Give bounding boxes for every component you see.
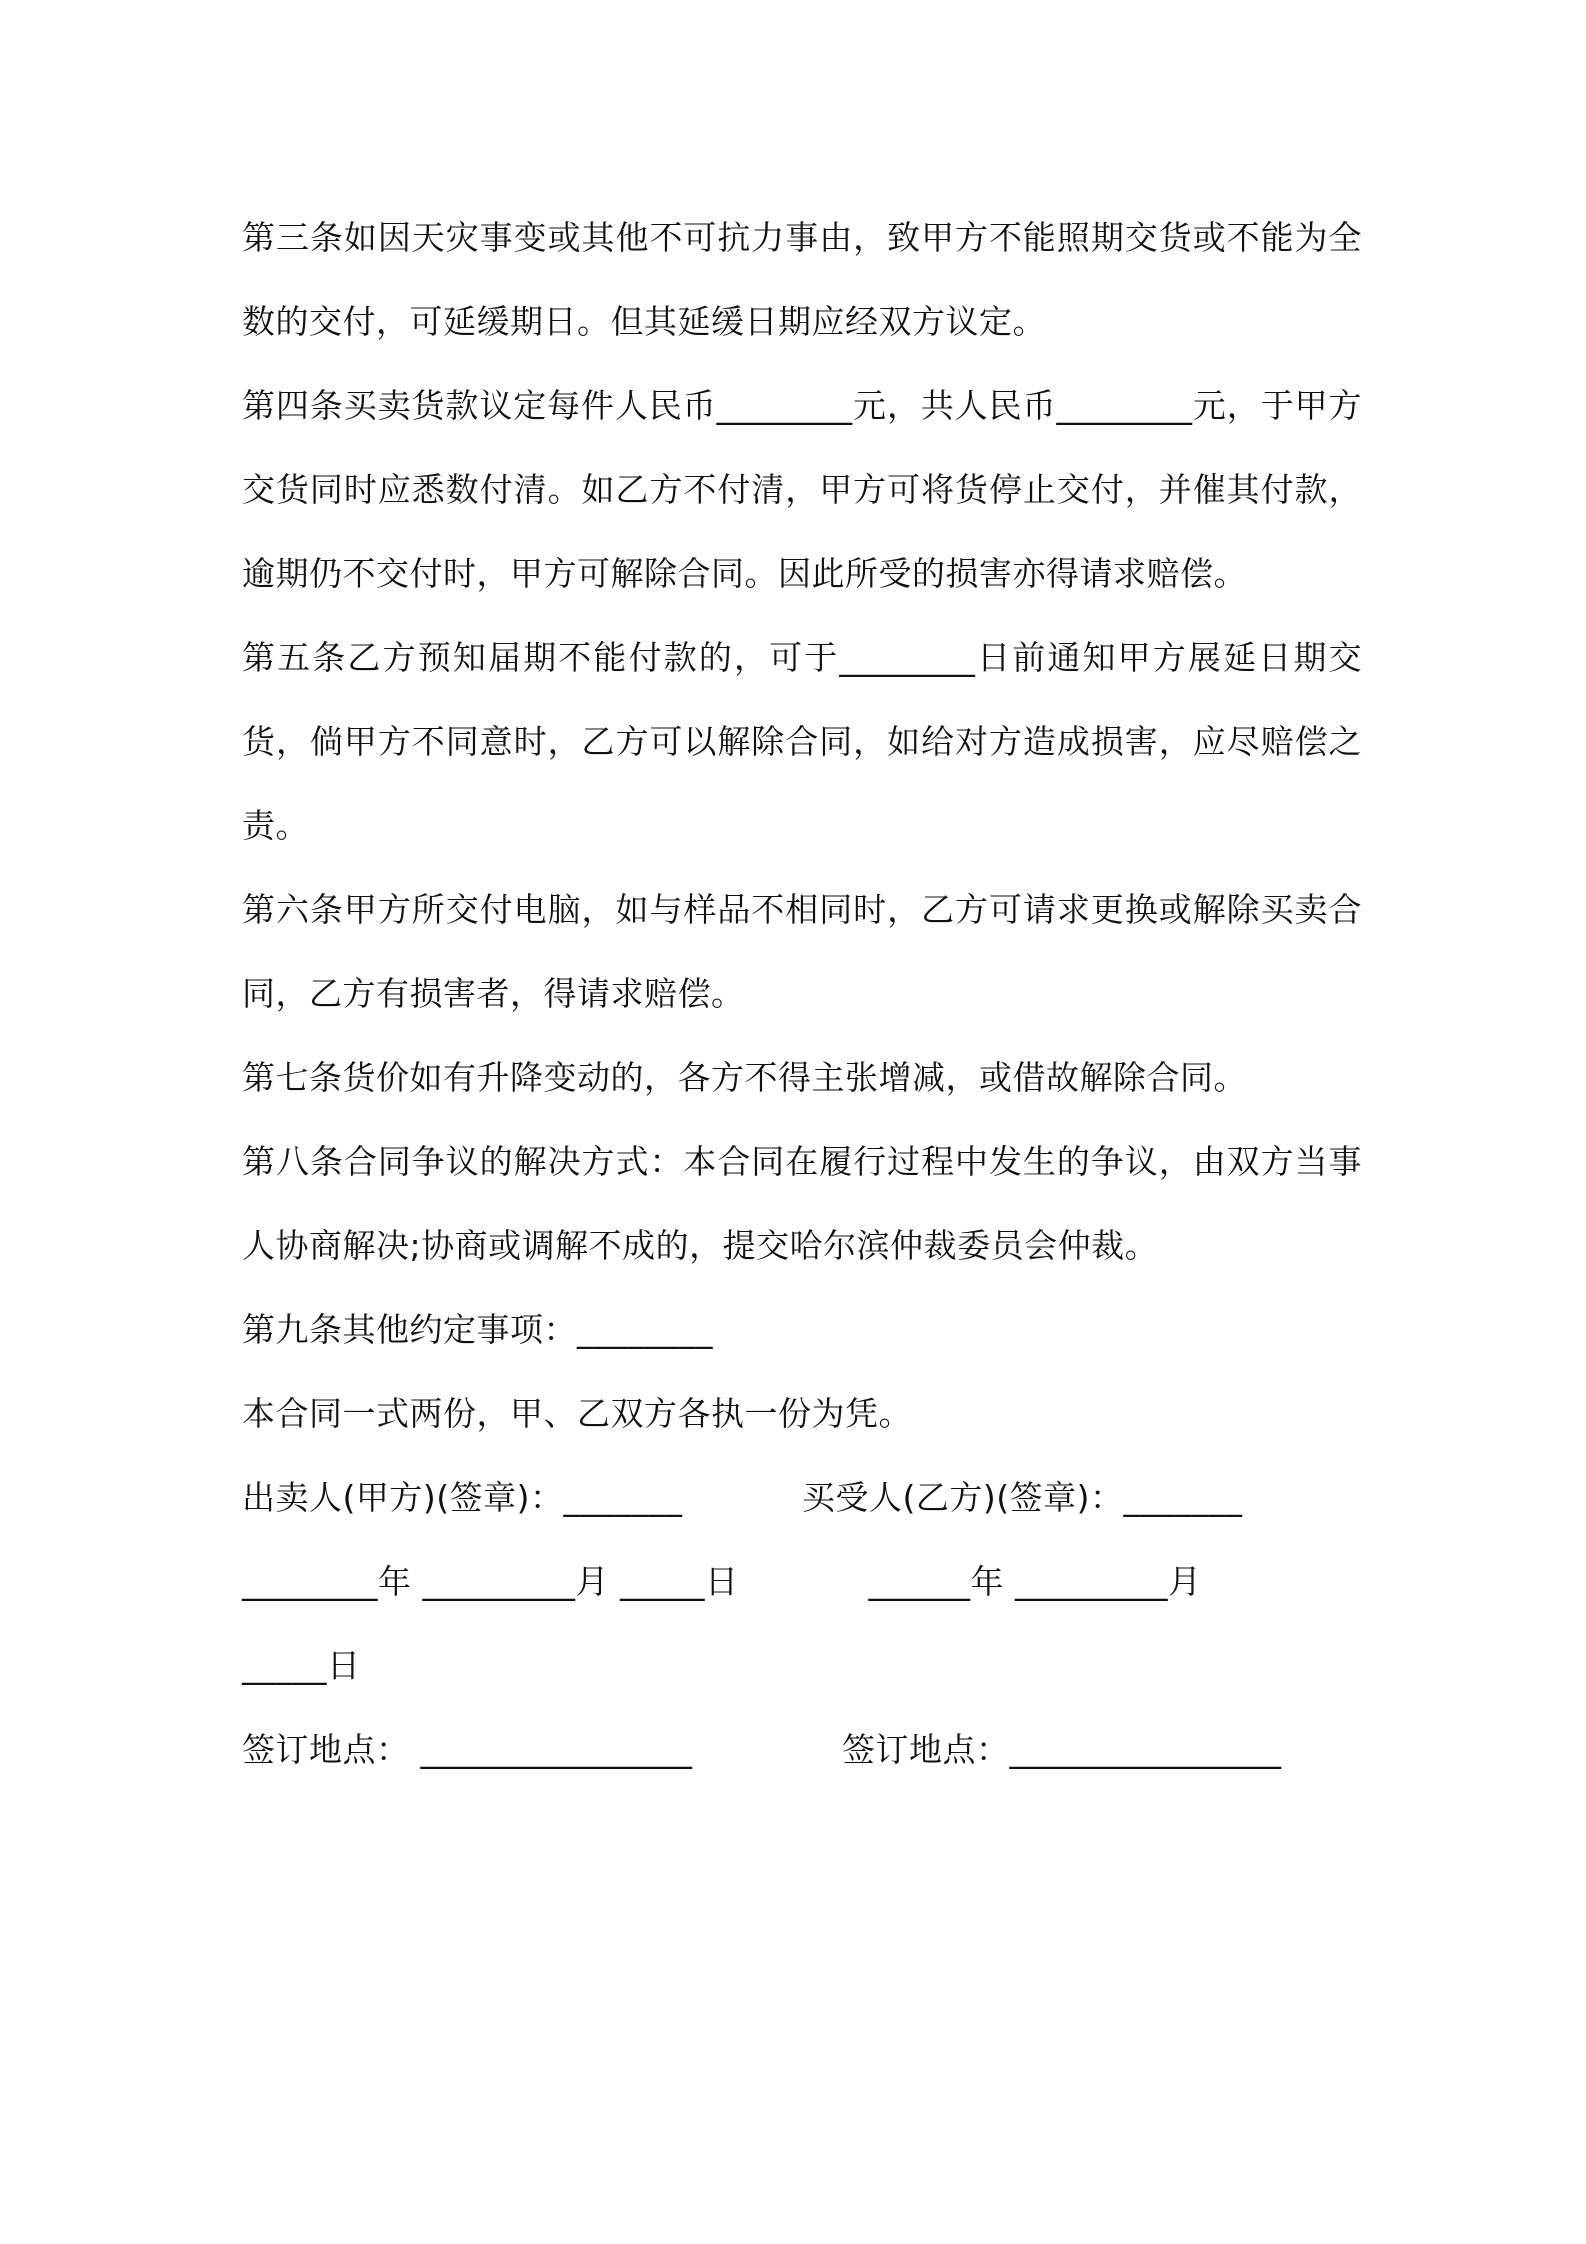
clause-9: 第九条其他约定事项：________ [242,1310,713,1349]
signature-row [242,1456,1362,1540]
clause-8: 第八条合同争议的解决方式：本合同在履行过程中发生的争议，由双方当事人协商解决;协商或调解不成的，提交哈尔滨仲裁委员会仲裁。 [242,1142,1362,1265]
date-row [242,1540,1362,1624]
copies-statement: 本合同一式两份，甲、乙双方各执一份为凭。 [242,1394,912,1433]
document-body [242,196,1362,1792]
seller-date: ________年 _________月 _____日 [242,1562,739,1601]
place-row [242,1708,1362,1792]
buyer-date: ______年 _________月 [868,1562,1202,1601]
buyer-date-day: _____日 [242,1646,361,1685]
clause-6: 第六条甲方所交付电脑，如与样品不相同时，乙方可请求更换或解除买卖合同，乙方有损害者，得请求赔偿。 [242,890,1362,1013]
buyer-signature: 买受人(乙方)(签章)：_______ [802,1478,1243,1517]
clause-4: 第四条买卖货款议定每件人民币________元，共人民币________元，于甲方交货同时应悉数付清。如乙方不付清，甲方可将货停止交付，并催其付款，逾期仍不交付时，甲方可解除合同。因此所受的损害亦得请求赔偿。 [242,386,1362,593]
date-row-continued [242,1624,1362,1708]
clause-5: 第五条乙方预知届期不能付款的，可于________日前通知甲方展延日期交货，倘甲方不同意时，乙方可以解除合同，如给对方造成损害，应尽赔偿之责。 [242,638,1362,845]
buyer-signing-place: 签订地点：________________ [842,1730,1282,1769]
seller-signing-place: 签订地点： ________________ [242,1730,693,1769]
clause-3: 第三条如因天灾事变或其他不可抗力事由，致甲方不能照期交货或不能为全数的交付，可延缓期日。但其延缓日期应经双方议定。 [242,218,1362,341]
clause-7: 第七条货价如有升降变动的，各方不得主张增减，或借故解除合同。 [242,1058,1247,1097]
seller-signature: 出卖人(甲方)(签章)：_______ [242,1478,683,1517]
